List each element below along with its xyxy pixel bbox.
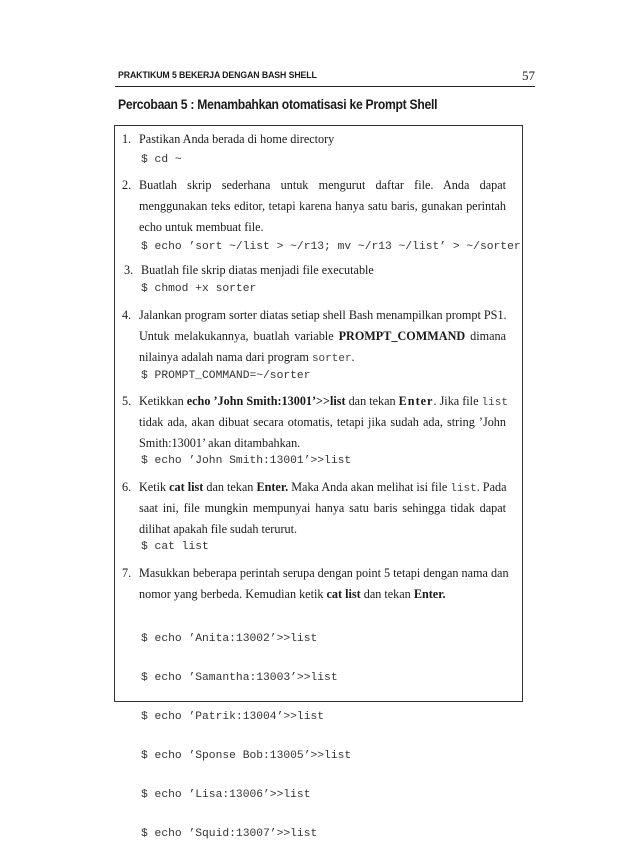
- step-number: 7.: [122, 566, 132, 580]
- page-number: 57: [522, 68, 535, 83]
- code-line: $ echo ’Patrik:13004’>>list: [141, 711, 325, 723]
- step-number: 2.: [122, 178, 132, 192]
- step-text: Pastikan Anda berada di home directory: [139, 132, 335, 146]
- step-text: Buatlah file skrip diatas menjadi file executable: [141, 263, 374, 277]
- code-line: $ PROMPT_COMMAND=~/sorter: [141, 370, 311, 382]
- code-line: $ echo ’Samantha:13003’>>list: [141, 672, 338, 684]
- code-line: $ echo ’Anita:13002’>>list: [141, 633, 318, 645]
- step-number: 4.: [122, 308, 132, 322]
- code-line: $ chmod +x sorter: [141, 283, 257, 295]
- step-number: 6.: [122, 480, 132, 494]
- step-number: 1.: [122, 132, 132, 146]
- code-line: $ echo ’Lisa:13006’>>list: [141, 789, 311, 801]
- steps-box: [114, 125, 523, 840]
- step-text-line: nilainya adalah nama dari program sorter.: [139, 350, 355, 365]
- code-line: $ echo ’sort ~/list > ~/r13; mv ~/r13 ~/list’ > ~/sorter: [141, 241, 521, 253]
- code-line: $ echo ’Sponse Bob:13005’>>list: [141, 750, 352, 762]
- code-block: [141, 607, 351, 867]
- step-number: 5.: [122, 394, 132, 408]
- step-number: 3.: [124, 263, 134, 277]
- step-text-line: menggunakan teks editor, tetapi karena hanya satu baris, gunakan perintah: [139, 199, 506, 213]
- code-line: $ cat list: [141, 541, 209, 553]
- sorter-term: sorter: [311, 353, 352, 365]
- step-text-line: Masukkan beberapa perintah serupa dengan point 5 tetapi dengan nama dan: [139, 566, 509, 580]
- code-line: $ cd ~: [141, 154, 182, 166]
- step-text-line: nomor yang berbeda. Kemudian ketik cat list dan tekan Enter.: [139, 587, 446, 601]
- step-text-line: Ketikkan echo ’John Smith:13001’>>list dan tekan Enter. Jika file list: [139, 394, 508, 409]
- step-text-line: Ketik cat list dan tekan Enter. Maka Anda akan melihat isi file list. Pada: [139, 480, 507, 495]
- step-text-line: Buatlah skrip sederhana untuk mengurut daftar file. Anda dapat: [139, 178, 506, 192]
- step-text-line: Jalankan program sorter diatas setiap shell Bash menampilkan prompt PS1.: [139, 308, 507, 322]
- running-header: [115, 66, 535, 87]
- code-line: $ echo ’John Smith:13001’>>list: [141, 455, 352, 467]
- code-line: $ echo ’Squid:13007’>>list: [141, 828, 318, 840]
- step-text-line: echo untuk membuat file.: [139, 220, 264, 234]
- step-text-line: tidak ada, akan dibuat secara otomatis, tetapi jika sudah ada, string ’John: [139, 415, 506, 429]
- section-title: Percobaan 5 : Menambahkan otomatisasi ke Prompt Shell: [118, 97, 438, 112]
- running-title: PRAKTIKUM 5 BEKERJA DENGAN BASH SHELL: [118, 70, 317, 81]
- step-text-line: Smith:13001’ akan ditambahkan.: [139, 436, 301, 450]
- step-text-line: Untuk melakukannya, buatlah variable PROMPT_COMMAND dimana: [139, 329, 507, 343]
- step-text-line: dilihat apakah file sudah terurut.: [139, 522, 298, 536]
- prompt-command-term: PROMPT_COMMAND: [338, 329, 466, 343]
- step-text-line: saat ini, file mungkin mempunyai hanya satu baris sehingga tidak dapat: [139, 501, 506, 515]
